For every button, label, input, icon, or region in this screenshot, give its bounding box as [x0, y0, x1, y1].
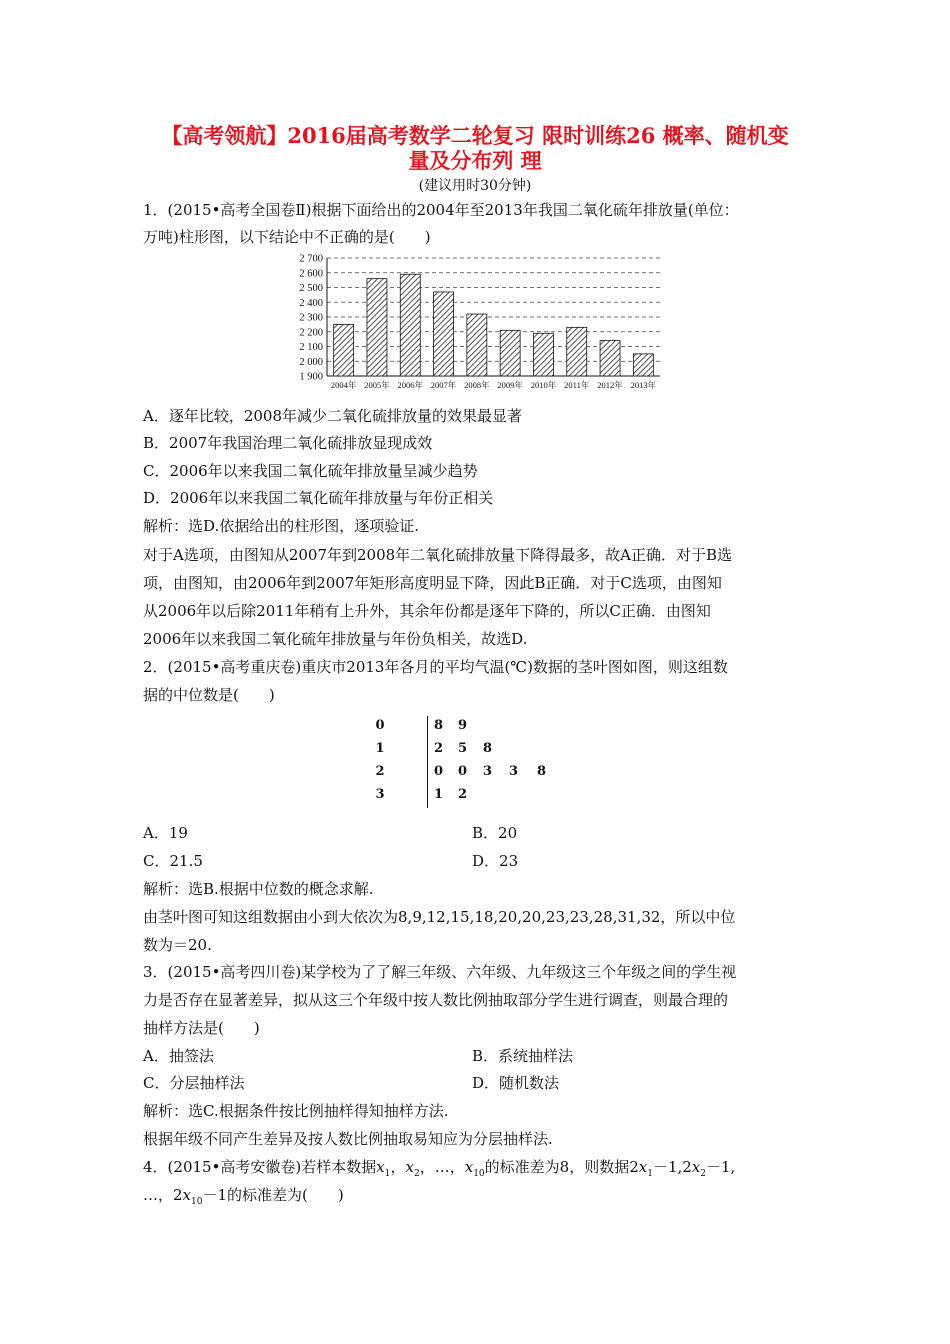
q3-explain: 根据年级不同产生差异及按人数比例抽取易知应为分层抽样法. — [143, 1130, 553, 1148]
q4-text: －1的标准差为( ) — [202, 1186, 344, 1204]
q2-answer: 解析：选B.根据中位数的概念求解. — [143, 880, 374, 898]
q2-stem-line2: 据的中位数是( ) — [143, 686, 275, 704]
stem-leaf-plot — [360, 718, 600, 818]
y-tick-label: 2 000 — [299, 356, 323, 368]
y-tick-label: 2 200 — [299, 327, 323, 339]
x-tick-label: 2008年 — [464, 380, 490, 390]
q4-text: 的标准差为8，则数据2 — [484, 1158, 639, 1176]
leaf-value: 3 — [509, 764, 519, 779]
leaf-value: 1 — [434, 787, 444, 802]
bar — [500, 330, 520, 376]
leaf-value: 9 — [458, 718, 468, 733]
math-var: x — [691, 1158, 701, 1176]
q4-sep: ， — [419, 1158, 435, 1176]
x-tick-label: 2010年 — [530, 380, 557, 390]
q1-stem-line1: 1．(2015•高考全国卷Ⅱ)根据下面给出的2004年至2013年我国二氧化硫年排放量(单位： — [143, 201, 739, 219]
q3-stem-line2: 力是否存在显著差异，拟从这三个年级中按人数比例抽取部分学生进行调查，则最合理的 — [143, 991, 729, 1009]
y-tick-label: 2 400 — [299, 297, 323, 309]
y-tick-label: 1 900 — [299, 371, 323, 383]
q1-option-b: B．2007年我国治理二氧化硫排放显现成效 — [143, 434, 433, 452]
leaf-value: 3 — [483, 764, 493, 779]
q4-stem-line2 — [143, 1184, 344, 1207]
stem-value: 1 — [375, 741, 385, 756]
x-tick-label: 2009年 — [497, 380, 523, 390]
math-sub: 10 — [191, 1197, 203, 1207]
q3-option-a: A．抽签法 — [143, 1047, 214, 1065]
suggested-time: (建议用时30分钟) — [418, 178, 532, 194]
stem-value: 2 — [375, 764, 385, 779]
math-var: x — [376, 1158, 385, 1176]
x-tick-label: 2006年 — [397, 380, 424, 390]
q2-stem-line1: 2．(2015•高考重庆卷)重庆市2013年各月的平均气温(℃)数据的茎叶图如图，则这组数 — [143, 658, 728, 676]
q4-text: －1,2 — [652, 1158, 692, 1176]
page-title-line2: 量及分布列 理 — [408, 148, 542, 173]
math-sub: 1 — [384, 1169, 391, 1179]
x-tick-label: 2011年 — [564, 380, 590, 390]
math-var: x — [638, 1158, 648, 1176]
leaf-value: 0 — [434, 764, 444, 779]
y-tick-label: 2 600 — [299, 268, 323, 280]
q1-option-d: D．2006年以来我国二氧化硫年排放量与年份正相关 — [143, 489, 494, 507]
y-tick-label: 2 500 — [299, 283, 323, 294]
q2-explain-1: 由茎叶图可知这组数据由小到大依次为8,9,12,15,18,20,20,23,23,28,31,32，所以中位 — [143, 908, 736, 926]
leaf-value: 2 — [434, 741, 444, 756]
x-tick-label: 2013年 — [630, 380, 657, 390]
q1-explain-4: 2006年以来我国二氧化硫年排放量与年份负相关，故选D. — [143, 630, 528, 648]
bar — [533, 333, 553, 376]
q3-option-d: D．随机数法 — [472, 1074, 560, 1092]
q3-answer: 解析：选C.根据条件按比例抽样得知抽样方法. — [143, 1102, 449, 1120]
leaf-value: 8 — [434, 718, 444, 733]
q4-stem-line1 — [143, 1156, 735, 1179]
q2-option-a: A．19 — [143, 824, 188, 842]
x-tick-label: 2012年 — [597, 380, 623, 390]
q1-explain-2: 项，由图知，由2006年到2007年矩形高度明显下降，因此B正确．对于C选项，由图知 — [143, 574, 722, 592]
stem-value: 0 — [375, 718, 385, 733]
bar — [400, 274, 420, 376]
q4-ellipsis: … — [434, 1158, 450, 1176]
q1-option-c: C．2006年以来我国二氧化硫年排放量呈减少趋势 — [143, 462, 478, 480]
q1-stem-line2: 万吨)柱形图，以下结论中不正确的是( ) — [143, 228, 431, 246]
page-title-line1: 【高考领航】2016届高考数学二轮复习 限时训练26 概率、随机变 — [161, 123, 789, 148]
q3-option-b: B．系统抽样法 — [472, 1047, 574, 1065]
bar — [367, 279, 387, 376]
so2-emission-bar-chart — [285, 252, 665, 394]
y-tick-label: 2 700 — [299, 253, 323, 265]
q2-option-b: B．20 — [472, 824, 518, 842]
q1-option-a: A．逐年比较，2008年减少二氧化硫排放量的效果最显著 — [143, 407, 523, 425]
leaf-value: 8 — [537, 764, 547, 779]
bar — [434, 292, 454, 376]
q4-sep: ， — [449, 1158, 465, 1176]
x-tick-label: 2004年 — [330, 380, 357, 390]
y-tick-label: 2 300 — [299, 312, 323, 324]
math-sub: 1 — [647, 1169, 653, 1179]
math-sub: 10 — [473, 1169, 485, 1179]
q2-explain-2: 数为＝20. — [143, 936, 212, 954]
q4-sep: ， — [390, 1158, 406, 1176]
x-tick-label: 2007年 — [430, 380, 457, 390]
leaf-value: 0 — [458, 764, 468, 779]
stem-leaf-divider — [427, 716, 428, 808]
math-var: x — [464, 1158, 474, 1176]
bar — [600, 341, 620, 376]
x-tick-label: 2005年 — [364, 380, 390, 390]
q1-answer: 解析：选D.依据给出的柱形图，逐项验证. — [143, 517, 420, 535]
q4-text: 4．(2015•高考安徽卷)若样本数据 — [143, 1158, 377, 1176]
bar — [633, 354, 653, 376]
q4-text: －1, — [706, 1158, 736, 1176]
q1-explain-1: 对于A选项，由图知从2007年到2008年二氧化硫排放量下降得最多，故A正确．对于B选 — [143, 546, 733, 564]
q3-option-c: C．分层抽样法 — [143, 1074, 245, 1092]
leaf-value: 5 — [458, 741, 468, 756]
q3-stem-line3: 抽样方法是( ) — [143, 1019, 260, 1037]
bar — [334, 324, 354, 376]
math-sub: 2 — [413, 1169, 420, 1179]
bar — [567, 327, 587, 376]
q1-explain-3: 从2006年以后除2011年稍有上升外，其余年份都是逐年下降的，所以C正确．由图知 — [143, 602, 711, 620]
q2-option-d: D．23 — [472, 852, 519, 870]
bar — [467, 314, 487, 376]
leaf-value: 2 — [458, 787, 468, 802]
math-var: x — [405, 1158, 414, 1176]
y-tick-label: 2 100 — [299, 342, 323, 353]
math-var: x — [182, 1186, 192, 1204]
q4-text: …，2 — [143, 1186, 183, 1204]
stem-value: 3 — [375, 787, 385, 802]
q3-stem-line1: 3．(2015•高考四川卷)某学校为了了解三年级、六年级、九年级这三个年级之间的学生视 — [143, 963, 737, 981]
q2-option-c: C．21.5 — [143, 852, 203, 870]
math-sub: 2 — [700, 1169, 707, 1179]
leaf-value: 8 — [483, 741, 493, 756]
